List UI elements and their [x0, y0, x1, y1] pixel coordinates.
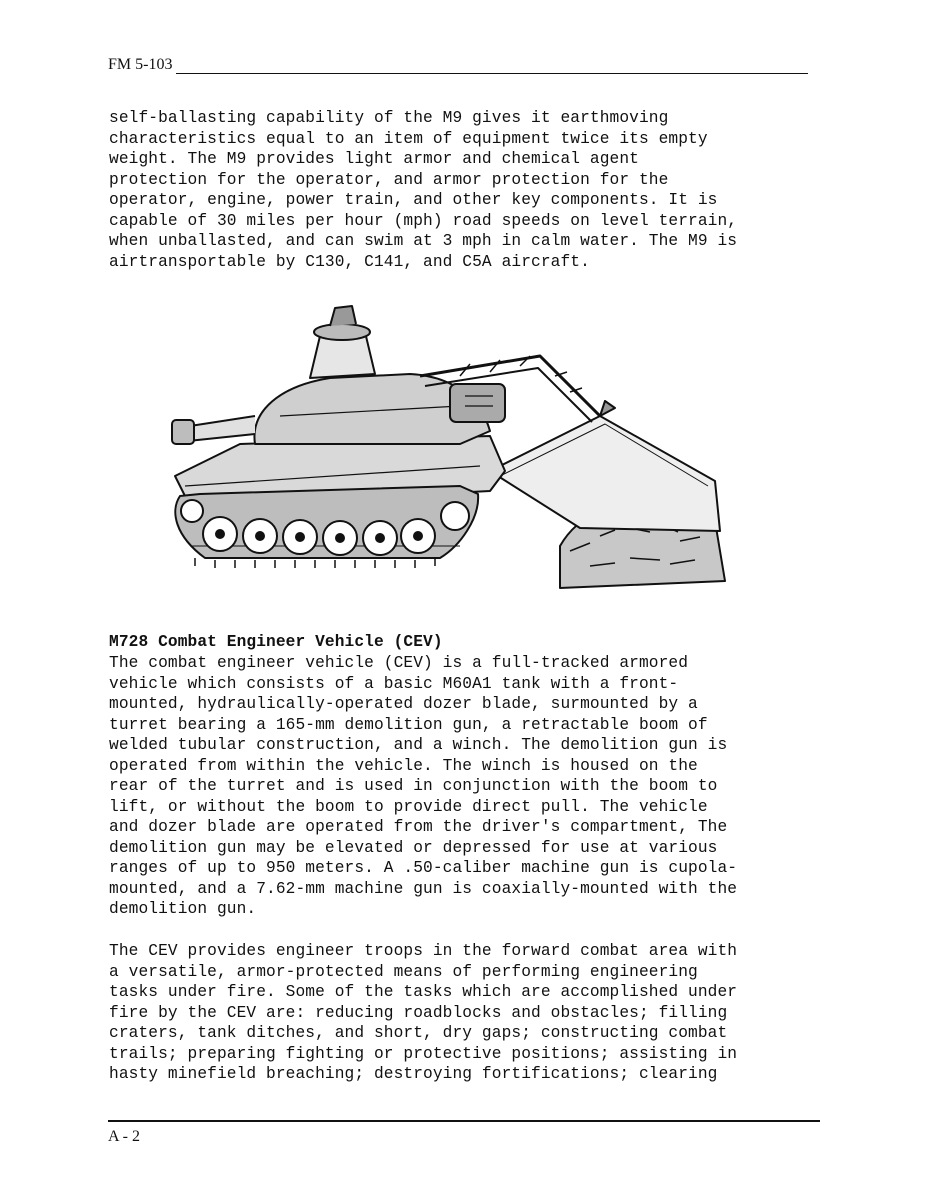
manual-id: FM 5-103	[108, 56, 173, 73]
page-number: A - 2	[108, 1128, 140, 1145]
text-line: weight. The M9 provides light armor and chemical agent	[109, 150, 639, 168]
paragraph-m9-continued	[109, 108, 819, 272]
text-line: ranges of up to 950 meters. A .50-caliber machine gun is cupola-	[109, 859, 738, 877]
text-line: trails; preparing fighting or protective positions; assisting in	[109, 1044, 738, 1063]
text-line: welded tubular construction, and a winch. The demolition gun is	[109, 736, 728, 754]
text-line: demolition gun.	[109, 900, 257, 918]
text-line: demolition gun may be elevated or depressed for use at various	[109, 838, 718, 857]
text-line: capable of 30 miles per hour (mph) road speeds on level terrain,	[109, 211, 738, 230]
text-line: characteristics equal to an item of equipment twice its empty	[109, 129, 708, 148]
text-line: rear of the turret and is used in conjunction with the boom to	[109, 777, 718, 795]
section-heading: M728 Combat Engineer Vehicle (CEV)	[109, 633, 443, 651]
paragraph-cev-tasks	[109, 941, 819, 1085]
cev-illustration	[160, 296, 730, 606]
text-line: operator, engine, power train, and other key components. It is	[109, 191, 718, 209]
text-line: lift, or without the boom to provide direct pull. The vehicle	[109, 797, 708, 816]
text-line: The combat engineer vehicle (CEV) is a full-tracked armored	[109, 654, 689, 672]
text-line: protection for the operator, and armor protection for the	[109, 170, 669, 189]
text-line: The CEV provides engineer troops in the forward combat area with	[109, 942, 738, 960]
text-line: airtransportable by C130, C141, and C5A aircraft.	[109, 252, 590, 271]
text-line: operated from within the vehicle. The winch is housed on the	[109, 756, 698, 775]
text-line: a versatile, armor-protected means of performing engineering	[109, 962, 698, 981]
header-rule	[176, 59, 808, 74]
text-line: mounted, and a 7.62-mm machine gun is coaxially-mounted with the	[109, 879, 738, 898]
page-header	[108, 56, 808, 74]
text-line: fire by the CEV are: reducing roadblocks and obstacles; filling	[109, 1003, 728, 1022]
text-line: mounted, hydraulically-operated dozer blade, surmounted by a	[109, 695, 698, 713]
text-line: and dozer blade are operated from the driver's compartment, The	[109, 818, 728, 836]
text-line: vehicle which consists of a basic M60A1 tank with a front-	[109, 674, 679, 693]
text-line: tasks under fire. Some of the tasks which are accomplished under	[109, 983, 738, 1001]
footer-rule	[108, 1120, 820, 1122]
text-line: hasty minefield breaching; destroying fortifications; clearing	[109, 1065, 718, 1083]
paragraph-cev-description	[109, 653, 819, 920]
text-line: when unballasted, and can swim at 3 mph in calm water. The M9 is	[109, 232, 738, 250]
text-line: craters, tank ditches, and short, dry gaps; constructing combat	[109, 1024, 728, 1042]
text-line: self-ballasting capability of the M9 gives it earthmoving	[109, 109, 669, 127]
text-line: turret bearing a 165-mm demolition gun, a retractable boom of	[109, 715, 708, 734]
